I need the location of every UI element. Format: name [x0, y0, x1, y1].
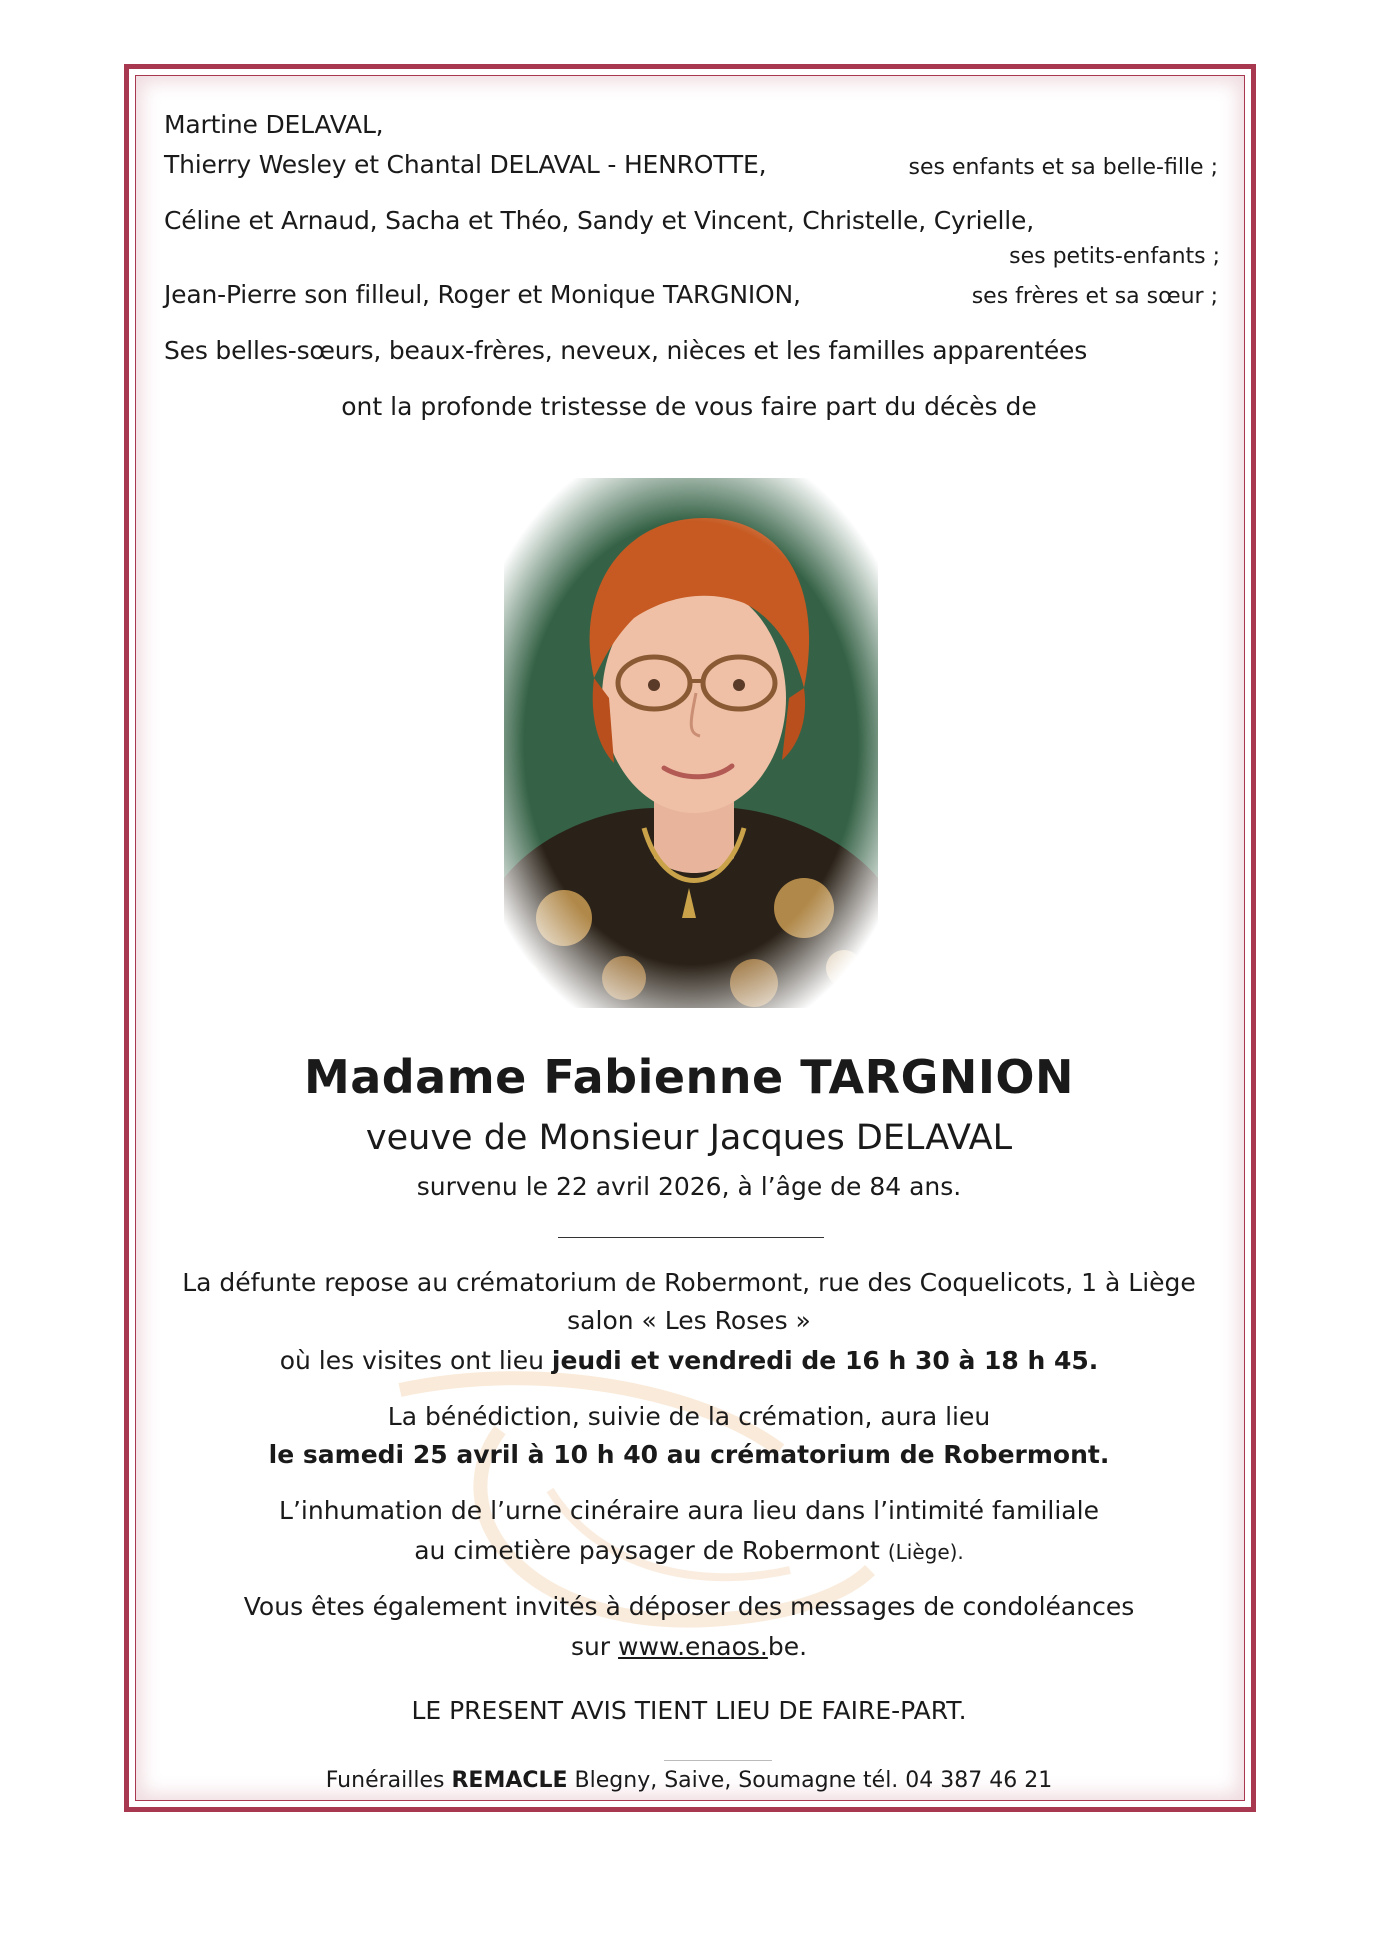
footer-contact: Blegny, Saive, Soumagne tél. 04 387 46 21 — [567, 1768, 1053, 1793]
footer-brand: REMACLE — [451, 1768, 568, 1793]
visitation-line-2: salon « Les Roses » — [567, 1306, 811, 1335]
family-role-children: ses enfants et sa belle-fille ; — [908, 155, 1218, 180]
notice-line: LE PRESENT AVIS TIENT LIEU DE FAIRE-PART. — [411, 1696, 967, 1725]
family-line-5: Ses belles-sœurs, beaux-frères, neveux, nièces et les familles apparentées — [164, 336, 1088, 365]
footer-line — [0, 1768, 1378, 1793]
visitation-line-1: La défunte repose au crématorium de Robermont, rue des Coquelicots, 1 à Liège — [182, 1268, 1196, 1297]
condolences-suffix: be. — [767, 1632, 808, 1661]
burial-line-1: L’inhumation de l’urne cinéraire aura lieu dans l’intimité familiale — [279, 1496, 1099, 1525]
footer-separator — [664, 1760, 772, 1761]
condolences-prefix: sur — [570, 1632, 619, 1661]
visitation-hours-prefix: où les visites ont lieu — [279, 1346, 552, 1375]
portrait-photo — [504, 478, 878, 1008]
family-line-2: Thierry Wesley et Chantal DELAVAL - HENROTTE, — [164, 150, 767, 179]
ceremony-line-1: La bénédiction, suivie de la crémation, aura lieu — [387, 1402, 991, 1431]
family-role-grandchildren: ses petits-enfants ; — [1009, 244, 1220, 269]
separator-line — [558, 1237, 824, 1238]
burial-line-2 — [0, 1536, 1378, 1565]
family-line-1: Martine DELAVAL, — [164, 110, 384, 139]
condolences-line-2 — [0, 1632, 1378, 1661]
visitation-hours: jeudi et vendredi de 16 h 30 à 18 h 45. — [551, 1346, 1099, 1375]
deceased-name: Madame Fabienne TARGNION — [303, 1050, 1075, 1104]
condolences-link[interactable]: www.enaos. — [618, 1632, 768, 1661]
footer-prefix: Funérailles — [325, 1768, 452, 1793]
family-role-siblings: ses frères et sa sœur ; — [971, 284, 1218, 309]
widow-of-line: veuve de Monsieur Jacques DELAVAL — [365, 1118, 1013, 1158]
death-date-line: survenu le 22 avril 2026, à l’âge de 84 ans. — [416, 1172, 962, 1201]
family-line-3: Céline et Arnaud, Sacha et Théo, Sandy et Vincent, Christelle, Cyrielle, — [164, 206, 1034, 235]
ceremony-date: le samedi 25 avril à 10 h 40 au crématorium de Robermont. — [268, 1440, 1110, 1469]
announcement-line: ont la profonde tristesse de vous faire part du décès de — [341, 392, 1037, 421]
visitation-line-3 — [0, 1346, 1378, 1375]
ceremony-line-2 — [0, 1440, 1378, 1469]
burial-place: au cimetière paysager de Robermont — [414, 1536, 888, 1565]
condolences-line-1: Vous êtes également invités à déposer des messages de condoléances — [243, 1592, 1135, 1621]
family-line-4: Jean-Pierre son filleul, Roger et Monique TARGNION, — [164, 280, 801, 309]
burial-city: (Liège). — [887, 1540, 964, 1564]
